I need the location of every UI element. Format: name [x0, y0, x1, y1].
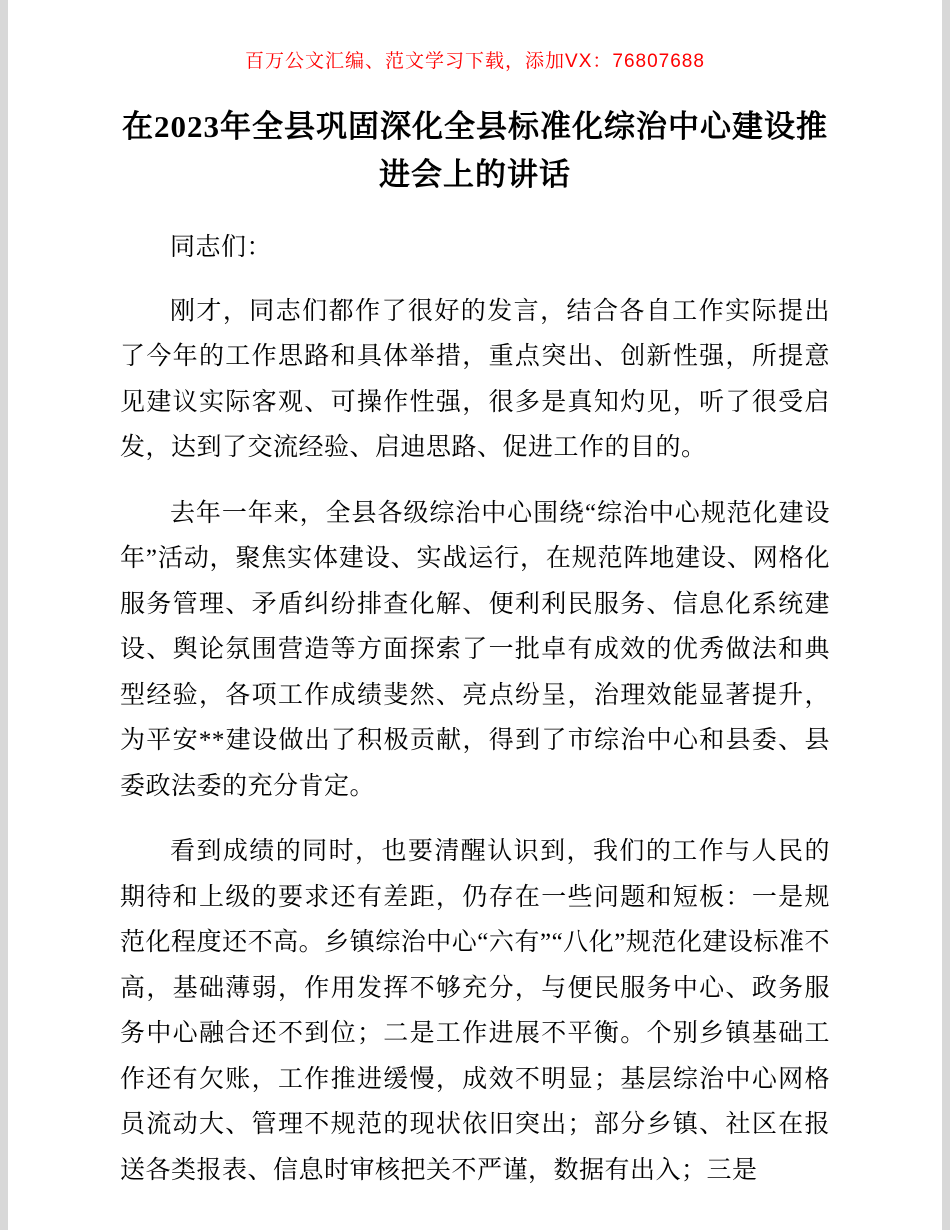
document-page [8, 0, 942, 1230]
salutation-paragraph: 同志们： [170, 234, 273, 262]
paragraph: 去年一年来，全县各级综治中心围绕“综治中心规范化建设年”活动，聚焦实体建设、实战运行，在规范阵地建设、网格化服务管理、矛盾纠纷排查化解、便利利民服务、信息化系统建设、舆论氛围营造等方面探索了一批卓有成效的优秀做法和典型经验，各项工作成绩斐然、亮点纷呈，治理效能显著提升，为平安**建设做出了积极贡献，得到了市综治中心和县委、县委政法委的充分肯定。 [120, 499, 830, 800]
document-body [120, 225, 830, 1193]
document-title: 在2023年全县巩固深化全县标准化综治中心建设推进会上的讲话 [122, 109, 828, 193]
paragraph: 看到成绩的同时，也要清醒认识到，我们的工作与人民的期待和上级的要求还有差距，仍存在一些问题和短板：一是规范化程度还不高。乡镇综治中心“六有”“八化”规范化建设标准不高，基础薄弱，作用发挥不够充分，与便民服务中心、政务服务中心融合还不到位；二是工作进展不平衡。个别乡镇基础工作还有欠账，工作推进缓慢，成效不明显；基层综治中心网格员流动大、管理不规范的现状依旧突出；部分乡镇、社区在报送各类报表、信息时审核把关不严谨，数据有出入；三是 [120, 838, 830, 1184]
promo-notice: 百万公文汇编、范文学习下载，添加VX：76807688 [245, 51, 705, 72]
paragraph: 刚才，同志们都作了很好的发言，结合各自工作实际提出了今年的工作思路和具体举措，重点突出、创新性强，所提意见建议实际客观、可操作性强，很多是真知灼见，听了很受启发，达到了交流经验、启迪思路、促进工作的目的。 [120, 297, 830, 462]
